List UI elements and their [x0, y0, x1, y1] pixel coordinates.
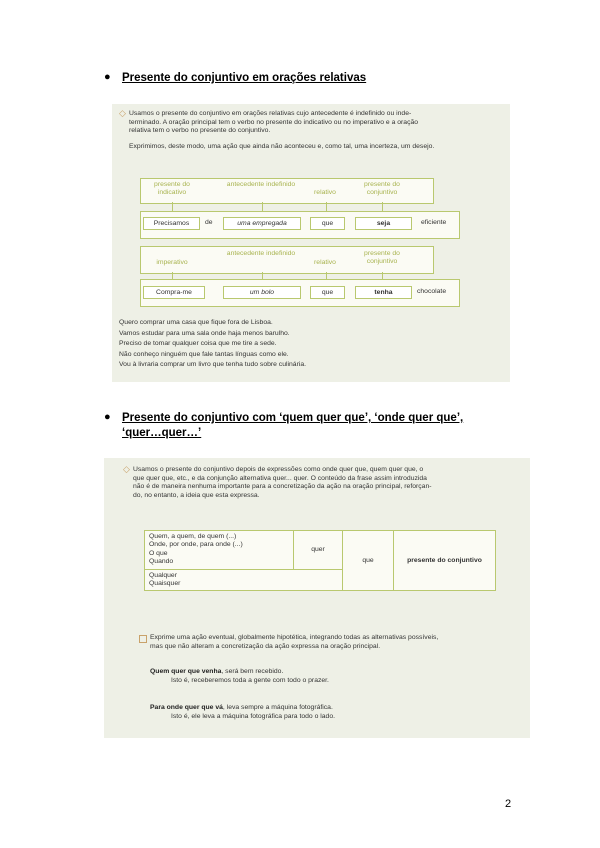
- intro-line: Exprimimos, deste modo, uma ação que ainda não aconteceu e, como tal, uma incerteza, um desejo.: [129, 142, 435, 150]
- section1-intro: [129, 110, 509, 151]
- section2-example1: [150, 668, 522, 685]
- bullet-icon: ●: [104, 411, 111, 423]
- table2-c2: um bolo: [223, 286, 301, 299]
- section2-example2: [150, 704, 522, 721]
- table1-c2: uma empregada: [223, 217, 301, 230]
- table-line: Qualquer: [149, 571, 177, 579]
- table2-h2: antecedente indefinido: [226, 250, 296, 257]
- table1-c1b: de: [205, 219, 213, 226]
- intro-line: do, no entanto, a ideia que esta expressa.: [133, 491, 260, 499]
- intro-line: Usamos o presente do conjuntivo em orações relativas cujo antecedente é indefinido ou inde-: [129, 110, 412, 117]
- diamond-icon: ◇: [123, 464, 130, 474]
- example-line: Vou à livraria comprar um livro que tenha tudo sobre culinária.: [119, 361, 307, 368]
- que-cell: que: [343, 531, 394, 591]
- table1-h3: relativo: [314, 189, 336, 196]
- example-gloss: Isto é, ele leva a máquina fotográfica para todo o lado.: [171, 712, 335, 720]
- example-gloss: Isto é, receberemos toda a gente com todo o prazer.: [171, 676, 329, 684]
- table1-c1: Precisamos: [143, 217, 200, 230]
- quer-cell: quer: [294, 531, 343, 570]
- bullet-icon: ●: [104, 71, 111, 83]
- intro-line: terminado. A oração principal tem o verbo no presente do indicativo ou no imperativo e a oração: [129, 118, 419, 126]
- table2-h1: imperativo: [156, 259, 188, 266]
- intro-line: que quer que, etc., e da conjunção alternativa quer... quer. O conteúdo da frase assim introduzida: [133, 474, 427, 482]
- note-line: mas que não alteram a concretização da ação expressa na oração principal.: [150, 642, 381, 650]
- diamond-icon: ◇: [119, 108, 126, 118]
- section2-heading-line1: Presente do conjuntivo com ‘quem quer que’, ‘onde quer que’,: [122, 412, 464, 424]
- quer-table-left-cell: [145, 531, 294, 570]
- section1-heading: Presente do conjuntivo em orações relativas: [122, 72, 367, 84]
- example-rest: , leva sempre a máquina fotográfica.: [222, 704, 333, 711]
- intro-line: Usamos o presente do conjuntivo depois de expressões como onde quer que, quem quer que, o: [133, 466, 424, 473]
- table1-c3: que: [310, 217, 345, 230]
- note-line: Exprime uma ação eventual, globalmente hipotética, integrando todas as alternativas possíveis,: [150, 634, 439, 641]
- intro-line: relativa tem o verbo no presente do conjuntivo.: [129, 127, 271, 135]
- table1-c4: seja: [355, 217, 412, 230]
- table-line: O que: [149, 549, 168, 557]
- table2-c3: que: [310, 286, 345, 299]
- table1-h2: antecedente indefinido: [226, 181, 296, 188]
- page-number: 2: [505, 798, 512, 810]
- table2-c4: tenha: [355, 286, 412, 299]
- section1-examples: [119, 318, 499, 371]
- example-line: Quero comprar uma casa que fique fora de Lisboa.: [119, 319, 273, 326]
- section2-heading: [122, 411, 502, 441]
- section2-note: [150, 634, 522, 651]
- table-line: Quaisquer: [149, 580, 181, 588]
- example-line: Não conheço ninguém que fale tantas línguas como ele.: [119, 350, 289, 358]
- example-line: Preciso de tomar qualquer coisa que me tire a sede.: [119, 340, 277, 347]
- quer-table-left-cell2: [145, 569, 343, 591]
- example-bold: Quem quer que venha: [150, 668, 222, 675]
- table2-c5: chocolate: [417, 288, 447, 295]
- table2-h4: presente do conjuntivo: [364, 250, 400, 265]
- section2-intro: [133, 466, 525, 500]
- section2-heading-line2: ‘quer…quer…’: [122, 427, 202, 439]
- example-bold: Para onde quer que vá: [150, 704, 223, 711]
- quer-table: [144, 530, 496, 591]
- square-icon: [139, 635, 147, 643]
- example-rest: , será bem recebido.: [221, 668, 284, 675]
- table2-h3: relativo: [314, 259, 336, 266]
- example-line: Vamos estudar para uma sala onde haja menos barulho.: [119, 329, 290, 337]
- table1-c5: eficiente: [421, 219, 447, 226]
- table-line: Quando: [149, 558, 174, 566]
- intro-line: não é de maneira nenhuma importante para a concretização da ação na oração principal, reforçan-: [133, 483, 432, 491]
- table-line: Onde, por onde, para onde (...): [149, 541, 243, 549]
- conjuntivo-cell: presente do conjuntivo: [394, 531, 496, 591]
- table-line: Quem, a quem, de quem (...): [149, 533, 237, 540]
- table1-h4: presente do conjuntivo: [364, 181, 400, 196]
- table1-h1: presente do indicativo: [154, 181, 190, 196]
- table2-c1: Compra-me: [143, 286, 205, 299]
